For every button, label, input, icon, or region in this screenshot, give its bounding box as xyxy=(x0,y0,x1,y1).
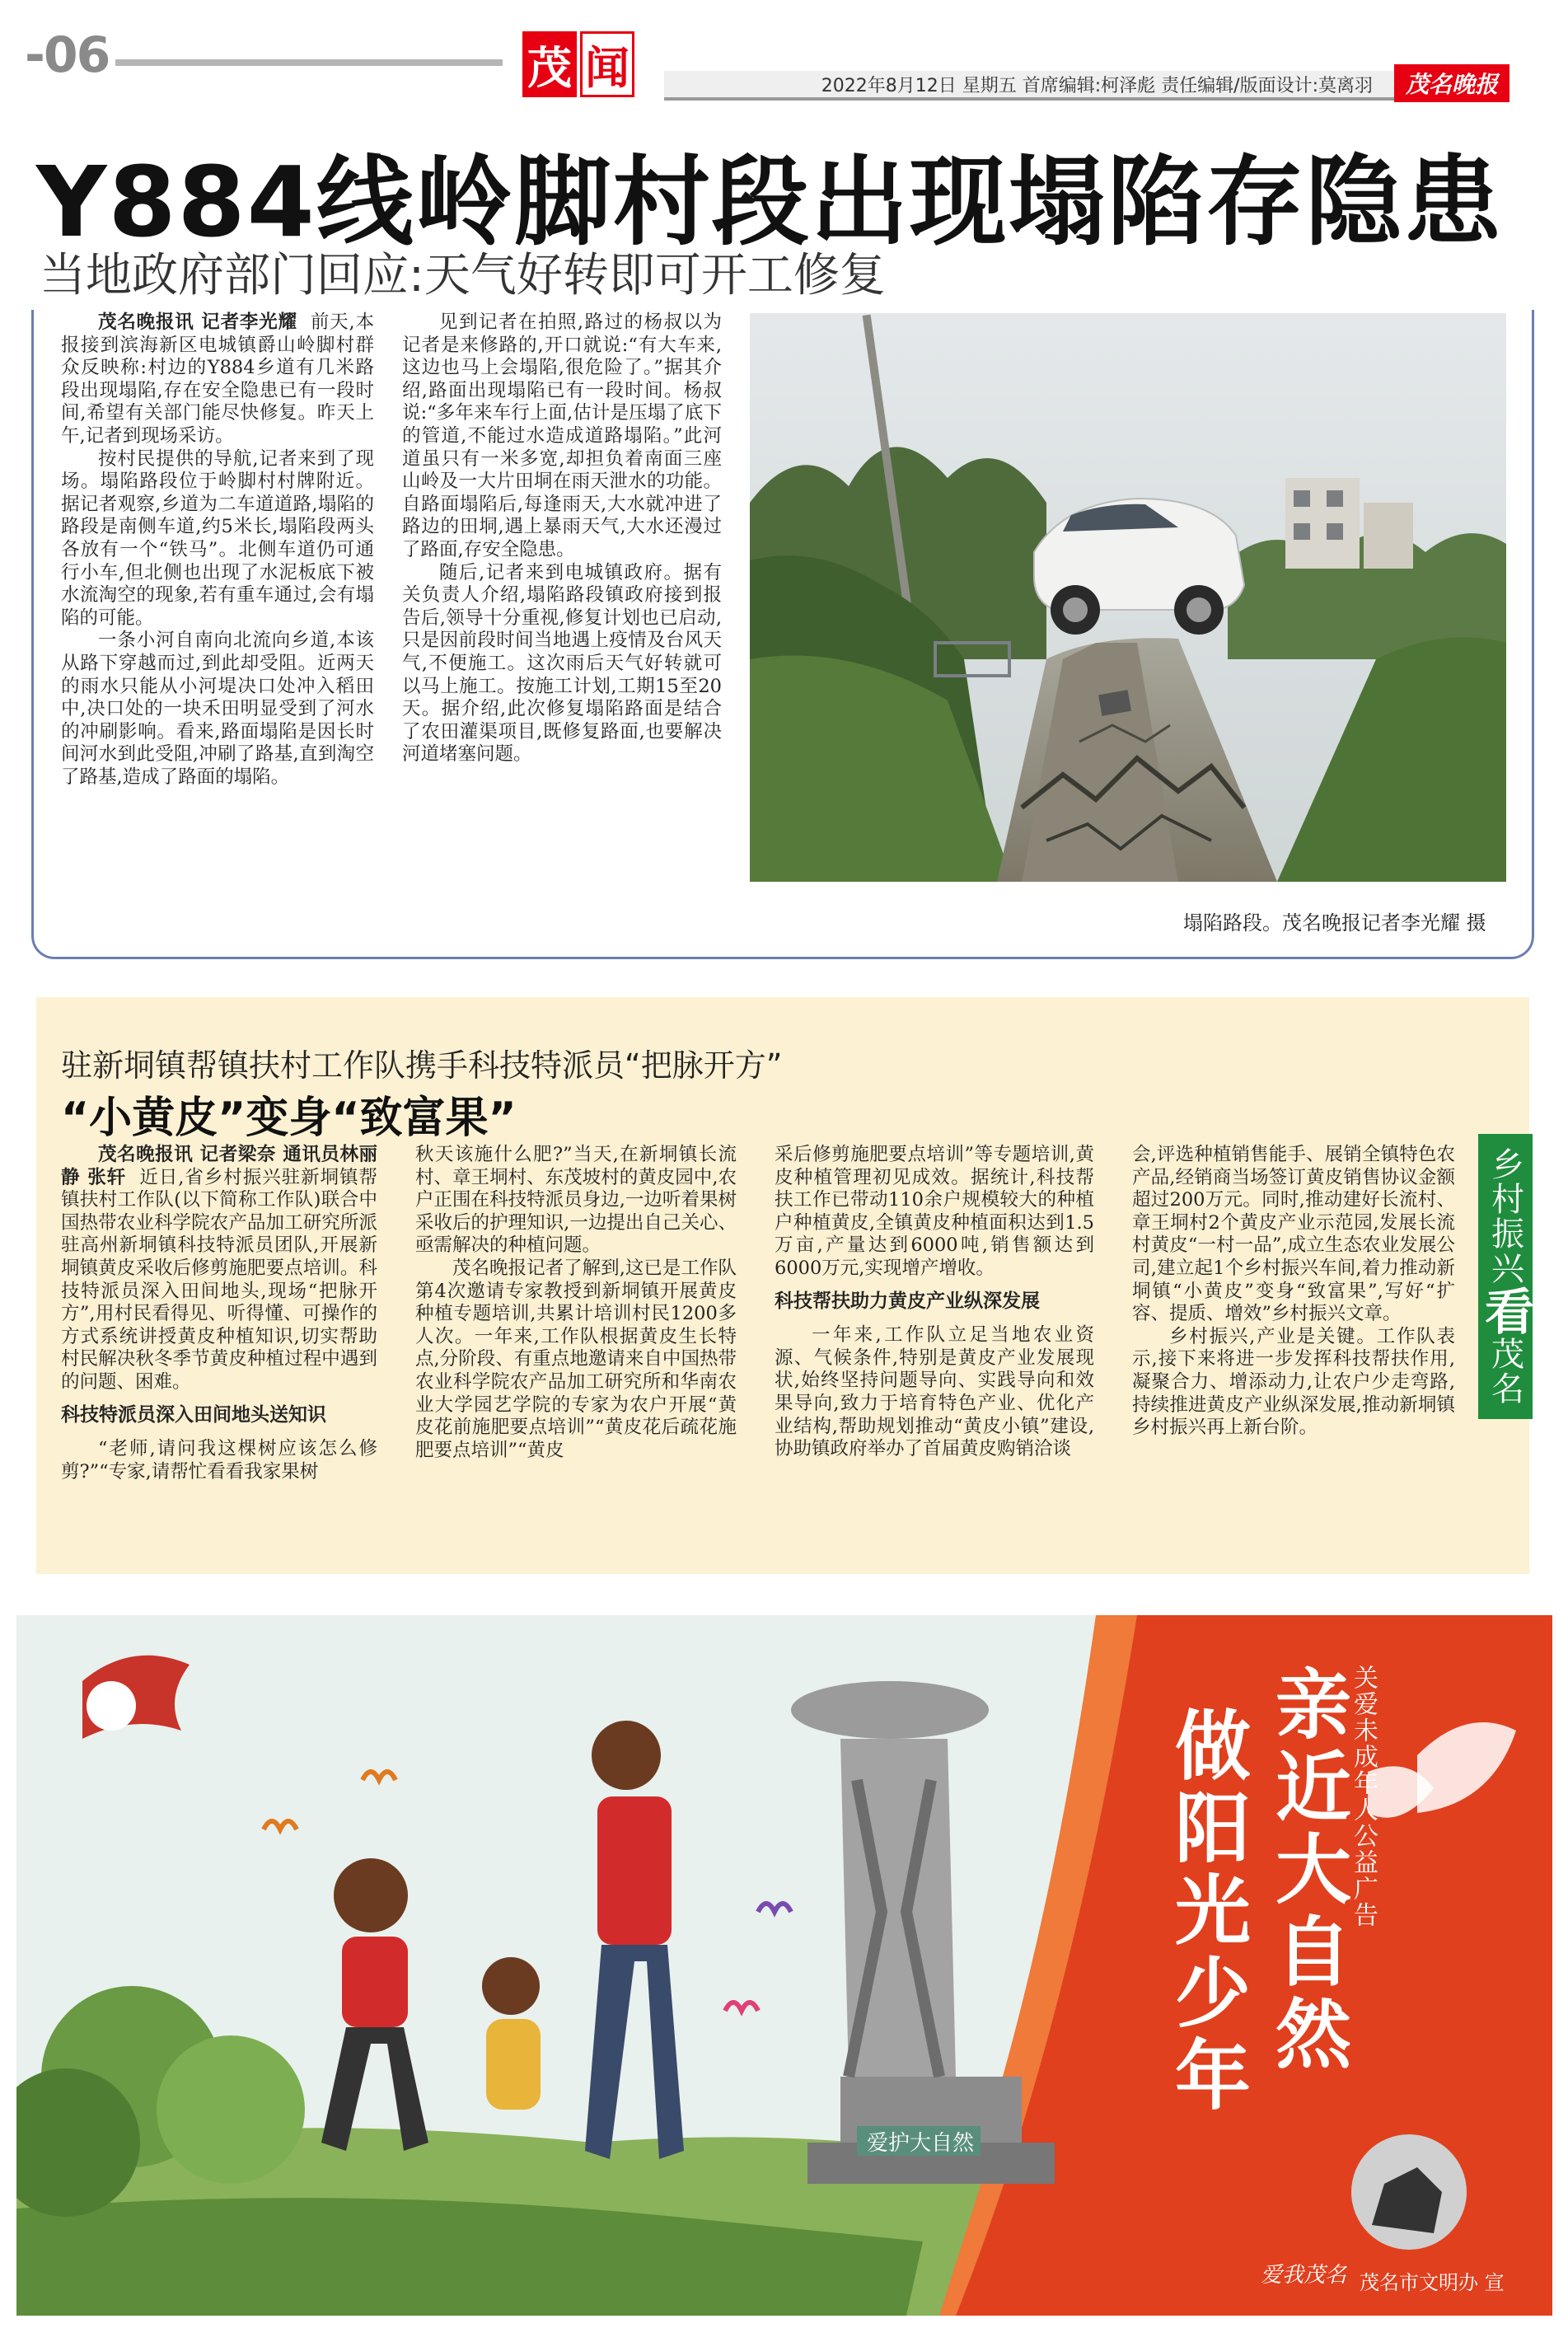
header-rule xyxy=(115,59,503,66)
header-info-bar xyxy=(664,71,1505,101)
section-char-1: 茂 xyxy=(522,31,577,97)
tag-big: 看 xyxy=(1477,1286,1534,1337)
story2-column-2 xyxy=(415,1144,737,1462)
story1-subhead: 当地政府部门回应:天气好转即可开工修复 xyxy=(40,249,886,302)
ad-brand: 爱我茂名 xyxy=(1261,2263,1347,2288)
story1-headline: Y884线岭脚村段出现塌陷存隐患 xyxy=(36,145,1503,259)
story1-paragraph: 随后,记者来到电城镇政府。据有关负责人介绍,塌陷路段镇政府接到报告后,领导十分重视,修复计划也已启动,只是因前段时间当地遇上疫情及台风天气,不便施工。这次雨后天气好转就可以马上施工。按施工计划,工期15至20天。据介绍,此次修复塌陷路面是结合了农田灌渠项目,既修复路面,也要解决河道堵塞问题。 xyxy=(402,561,722,766)
ad-small-text: 关爱未成年人公益广告 xyxy=(1349,1665,1378,1928)
story2-subhead: 科技特派员深入田间地头送知识 xyxy=(61,1403,326,1426)
ad-line2: 做阳光少年 xyxy=(1163,1706,1251,2118)
ad-line1: 亲近大自然 xyxy=(1263,1665,1351,2077)
story2-byline: 茂名晚报讯 记者梁奈 通讯员林丽静 张轩 xyxy=(61,1144,377,1188)
story2-kicker: 驻新垌镇帮镇扶村工作队携手科技特派员“把脉开方” xyxy=(61,1047,783,1084)
story1-column-1 xyxy=(61,311,374,789)
section-flag xyxy=(522,31,638,97)
rural-revitalization-tag xyxy=(1478,1134,1533,1419)
story1-paragraph: 见到记者在拍照,路过的杨叔以为记者是来修路的,开口就说:“有大车来,这边也马上会塌陷,很危险了。”据其介绍,路面出现塌陷已有一段时间。杨叔说:“多年来车行上面,估计是压塌了底下的管道,不能过水造成道路塌陷。”此河道虽只有一米多宽,却担负着南面三座山岭及一大片田垌在雨天泄水的功能。自路面塌陷后,每逢雨天,大水就冲进了路边的田垌,遇上暴雨天气,大水还漫过了路面,存安全隐患。 xyxy=(402,311,722,560)
issue-info: 2022年8月12日 星期五 首席编辑:柯泽彪 责任编辑/版面设计:莫离羽 xyxy=(821,75,1373,96)
story2-paragraph: 茂名晚报记者了解到,这已是工作队第4次邀请专家教授到新垌镇开展黄皮种植专题培训,共累计培训村民1200多人次。一年来,工作队根据黄皮生长特点,分阶段、有重点地邀请来自中国热带农业科学院农产品加工研究所和华南农业大学园艺学院的专家为农户开展“黄皮花前施肥要点培训”“黄皮花后疏花施肥要点培训”“黄皮 xyxy=(415,1257,737,1461)
section-char-2: 闻 xyxy=(580,31,634,97)
story1-column-2 xyxy=(402,311,722,766)
photo-caption: 塌陷路段。茂名晚报记者李光耀 摄 xyxy=(1183,911,1486,934)
ad-org: 茂名市文明办 宣 xyxy=(1360,2271,1505,2294)
story2-column-1 xyxy=(61,1144,377,1483)
newspaper-logo: 茂名晚报 xyxy=(1394,64,1509,102)
story2-paragraph: 乡村振兴,产业是关键。工作队表示,接下来将进一步发挥科技帮扶作用,凝聚合力、增添动力,让农户少走弯路,持续推进黄皮产业纵深发展,推动新垌镇乡村振兴再上新台阶。 xyxy=(1132,1325,1455,1439)
story2-paragraph: 一年来,工作队立足当地农业资源、气候条件,特别是黄皮产业发展现状,始终坚持问题导向、实践导向和效果导向,致力于培育特色产业、优化产业结构,帮助规划推动“黄皮小镇”建设,协助镇政府举办了首届黄皮购销洽谈 xyxy=(775,1324,1094,1460)
story2-paragraph: 秋天该施什么肥?”当天,在新垌镇长流村、章王垌村、东茂坡村的黄皮园中,农户正围在科技特派员身边,一边听着果树采收后的护理知识,一边提出自己关心、亟需解决的种植问题。 xyxy=(415,1144,737,1257)
story2-subhead: 科技帮扶助力黄皮产业纵深发展 xyxy=(775,1290,1040,1312)
public-service-ad xyxy=(16,1615,1552,2316)
story2-paragraph: “老师,请问我这棵树应该怎么修剪?”“专家,请帮忙看看我家果树 xyxy=(61,1438,377,1483)
story2-column-3 xyxy=(775,1144,1094,1461)
story2-paragraph: 会,评选种植销售能手、展销全镇特色农产品,经销商当场签订黄皮销售协议金额超过200万元。同时,推动建好长流村、章王垌村2个黄皮产业示范园,发展长流村黄皮“一村一品”,成立生态农业发展公司,建立起1个乡村振兴车间,着力推动新垌镇“小黄皮”变身“致富果”,写好“扩容、提质、增效”乡村振兴文章。 xyxy=(1132,1144,1455,1325)
story2-paragraph: 近日,省乡村振兴驻新垌镇帮镇扶村工作队(以下简称工作队)联合中国热带农业科学院农产品加工研究所派驻高州新垌镇科技特派员团队,开展新垌镇黄皮采收后修剪施肥要点培训。科技特派员深入田间地头,现场“把脉开方”,用村民看得见、听得懂、可操作的方式系统讲授黄皮种植知识,切实帮助村民解决秋冬季节黄皮种植过程中遇到的问题、困难。 xyxy=(61,1166,377,1393)
story2-column-4 xyxy=(1132,1144,1455,1440)
page-number: -06 xyxy=(25,26,110,84)
story1-paragraph: 前天,本报接到滨海新区电城镇爵山岭脚村群众反映称:村边的Y884乡道有几米路段出现塌陷,存在安全隐患已有一段时间,希望有关部门能尽快修复。昨天上午,记者到现场采访。 xyxy=(61,311,374,447)
story2-title: “小黄皮”变身“致富果” xyxy=(61,1094,517,1143)
collapsed-road-photo xyxy=(750,313,1506,882)
tag-pre: 乡村振兴 xyxy=(1486,1147,1524,1286)
story1-byline: 茂名晚报讯 记者李光耀 xyxy=(98,311,297,333)
tag-post: 茂名 xyxy=(1486,1337,1524,1406)
story1-paragraph: 一条小河自南向北流向乡道,本该从路下穿越而过,到此却受阻。近两天的雨水只能从小河堤决口处冲入稻田中,决口处的一块禾田明显受到了河水的冲刷影响。看来,路面塌陷是因长时间河水到此受阻,冲刷了路基,直到淘空了路基,造成了路面的塌陷。 xyxy=(61,630,374,788)
story2-paragraph: 采后修剪施肥要点培训”等专题培训,黄皮种植管理初见成效。据统计,科技帮扶工作已带动110余户规模较大的种植户种植黄皮,全镇黄皮种植面积达到1.5万亩,产量达到6000吨,销售额达到6000万元,实现增产增收。 xyxy=(775,1144,1094,1279)
story1-paragraph: 按村民提供的导航,记者来到了现场。塌陷路段位于岭脚村村牌附近。据记者观察,乡道为二车道道路,塌陷的路段是南侧车道,约5米长,塌陷段两头各放有一个“铁马”。北侧车道仍可通行小车,但北侧也出现了水泥板底下被水流淘空的现象,若有重车通过,会有塌陷的可能。 xyxy=(61,447,374,629)
ad-sign: 爱护大自然 xyxy=(867,2131,975,2156)
